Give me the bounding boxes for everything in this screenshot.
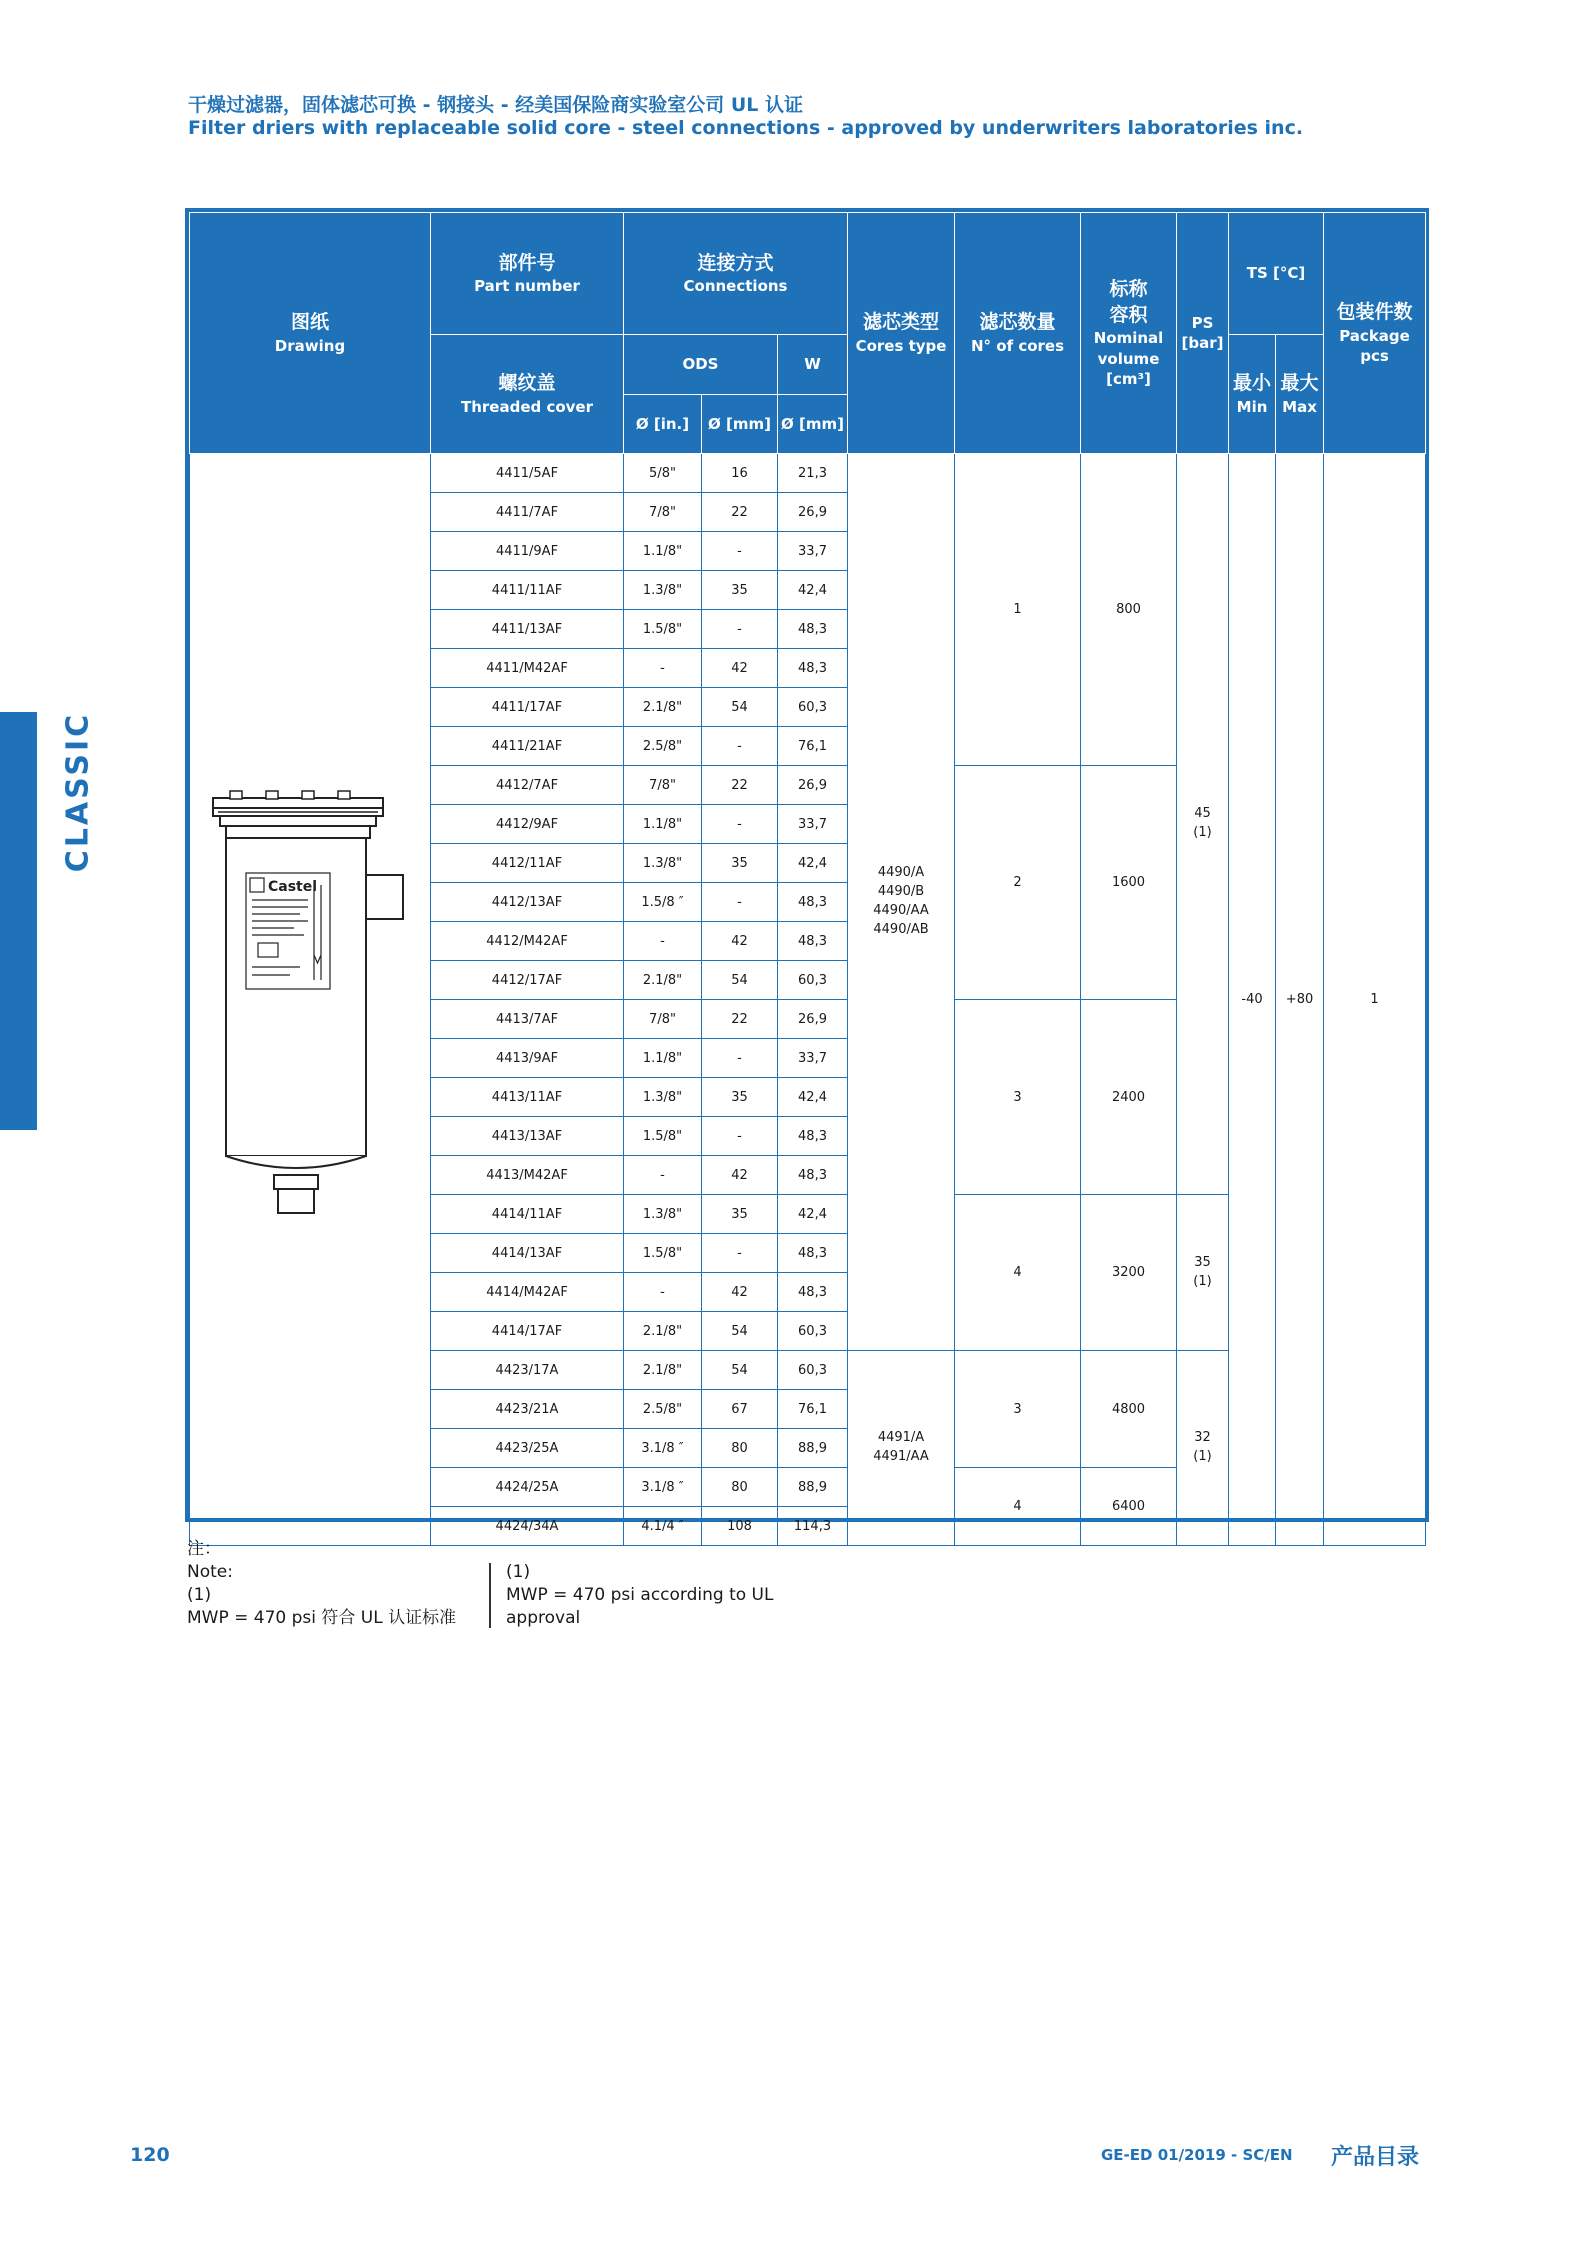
cell-part-number: 4413/7AF: [431, 1000, 624, 1039]
cell-ods-in: 1.5/8": [624, 1234, 702, 1273]
header-ods: ODS: [624, 335, 778, 395]
cell-ods-in: -: [624, 1156, 702, 1195]
cell-ods-mm: 22: [702, 766, 778, 805]
cell-ods-mm: 80: [702, 1468, 778, 1507]
cell-ods-in: 7/8": [624, 766, 702, 805]
cell-w-mm: 88,9: [778, 1429, 848, 1468]
cell-ods-in: 1.3/8": [624, 1195, 702, 1234]
note-label-en: Note:: [187, 1562, 233, 1582]
cell-w-mm: 42,4: [778, 1195, 848, 1234]
cell-part-number: 4411/5AF: [431, 454, 624, 493]
cell-part-number: 4412/7AF: [431, 766, 624, 805]
cell-package: 1: [1324, 454, 1426, 1546]
header-ts: TS [°C]: [1229, 213, 1324, 335]
cell-w-mm: 42,4: [778, 1078, 848, 1117]
cell-w-mm: 33,7: [778, 532, 848, 571]
cell-w-mm: 60,3: [778, 961, 848, 1000]
cell-cores-type-a: [848, 454, 955, 1351]
cell-ods-mm: -: [702, 1234, 778, 1273]
cell-ods-mm: 54: [702, 1312, 778, 1351]
cell-part-number: 4411/7AF: [431, 493, 624, 532]
cell-part-number: 4424/34A: [431, 1507, 624, 1546]
cell-ts-max: +80: [1276, 454, 1324, 1546]
cell-w-mm: 60,3: [778, 1351, 848, 1390]
cell-w-mm: 48,3: [778, 1117, 848, 1156]
side-tab: [0, 712, 37, 1130]
cell-ps-line: 45: [1194, 806, 1211, 822]
cell-n-cores: 2: [955, 766, 1081, 1000]
cell-ods-mm: -: [702, 727, 778, 766]
cell-w-mm: 42,4: [778, 844, 848, 883]
cell-cores-type-b-line: 4491/AA: [873, 1449, 929, 1464]
cell-ods-mm: 108: [702, 1507, 778, 1546]
cell-ods-mm: 67: [702, 1390, 778, 1429]
cell-ods-mm: 54: [702, 961, 778, 1000]
header-part-number: 部件号 Part number: [431, 213, 624, 335]
cell-w-mm: 76,1: [778, 1390, 848, 1429]
cell-ods-mm: 42: [702, 649, 778, 688]
cell-ods-in: 1.3/8": [624, 844, 702, 883]
cell-part-number: 4411/11AF: [431, 571, 624, 610]
cell-cores-type-a-line: 4490/B: [877, 884, 925, 900]
header-unit-mm: Ø [mm]: [702, 395, 778, 454]
cell-ods-mm: 42: [702, 1273, 778, 1312]
cell-ods-in: -: [624, 922, 702, 961]
cell-ods-mm: 35: [702, 571, 778, 610]
cell-part-number: 4413/13AF: [431, 1117, 624, 1156]
cell-ps-line: 35: [1194, 1254, 1211, 1270]
note-divider: [489, 1563, 491, 1628]
cell-ps-line: (1): [1193, 1273, 1212, 1289]
table-row: [190, 454, 1426, 493]
cell-w-mm: 33,7: [778, 805, 848, 844]
cell-ods-in: -: [624, 1273, 702, 1312]
note-block: [187, 1538, 456, 1630]
spec-table-frame: [185, 208, 1429, 1534]
cell-cores-type-a-line: 4490/AA: [873, 903, 929, 918]
cell-part-number: 4413/9AF: [431, 1039, 624, 1078]
header-min: 最小 Min: [1229, 335, 1276, 454]
note-text-en-1: MWP = 470 psi according to UL: [506, 1585, 774, 1605]
cell-ods-in: 4.1/4 ″: [624, 1507, 702, 1546]
cell-volume: 1600: [1081, 766, 1177, 1000]
cell-n-cores: 3: [955, 1000, 1081, 1195]
cell-ods-mm: 22: [702, 493, 778, 532]
cell-ods-mm: 54: [702, 1351, 778, 1390]
note-ref-en: (1): [506, 1562, 531, 1582]
cell-part-number: 4424/25A: [431, 1468, 624, 1507]
cell-volume: 3200: [1081, 1195, 1177, 1351]
cell-part-number: 4412/M42AF: [431, 922, 624, 961]
cell-ods-in: 2.1/8": [624, 1351, 702, 1390]
cell-ods-mm: 22: [702, 1000, 778, 1039]
cell-w-mm: 76,1: [778, 727, 848, 766]
cell-w-mm: 60,3: [778, 688, 848, 727]
cell-ods-mm: -: [702, 610, 778, 649]
cell-ps: [1177, 1351, 1229, 1546]
cell-w-mm: 48,3: [778, 1273, 848, 1312]
cell-w-mm: 26,9: [778, 766, 848, 805]
cell-part-number: 4411/21AF: [431, 727, 624, 766]
header-drawing: 图纸 Drawing: [190, 213, 431, 454]
header-connections: 连接方式 Connections: [624, 213, 848, 335]
cell-n-cores: 3: [955, 1351, 1081, 1468]
cell-part-number: 4414/11AF: [431, 1195, 624, 1234]
cell-part-number: 4411/M42AF: [431, 649, 624, 688]
cell-w-mm: 48,3: [778, 922, 848, 961]
cell-n-cores: 1: [955, 454, 1081, 766]
catalog-label: 产品目录: [1331, 2145, 1420, 2170]
spec-table: [189, 212, 1426, 1546]
cell-ods-mm: -: [702, 532, 778, 571]
cell-ods-in: 2.1/8": [624, 961, 702, 1000]
cell-part-number: 4414/13AF: [431, 1234, 624, 1273]
note-label-zh: 注：: [187, 1539, 221, 1559]
cell-part-number: 4412/11AF: [431, 844, 624, 883]
cell-ods-mm: -: [702, 1039, 778, 1078]
cell-part-number: 4423/17A: [431, 1351, 624, 1390]
cell-ods-in: 1.5/8": [624, 1117, 702, 1156]
filter-drier-drawing: [190, 475, 431, 1525]
cell-ods-in: 3.1/8 ″: [624, 1468, 702, 1507]
cell-ods-in: 3.1/8 ″: [624, 1429, 702, 1468]
cell-part-number: 4411/17AF: [431, 688, 624, 727]
header-threaded-cover: 螺纹盖 Threaded cover: [431, 335, 624, 454]
header-package: 包装件数 Package pcs: [1324, 213, 1426, 454]
cell-part-number: 4414/17AF: [431, 1312, 624, 1351]
cell-ods-mm: 54: [702, 688, 778, 727]
note-ref: (1): [187, 1585, 212, 1605]
cell-ods-in: -: [624, 649, 702, 688]
cell-cores-type-b-line: 4491/A: [877, 1430, 925, 1446]
cell-ps-line: (1): [1193, 1449, 1212, 1464]
cell-ods-in: 5/8": [624, 454, 702, 493]
cell-w-mm: 48,3: [778, 1234, 848, 1273]
cell-ps-line: (1): [1193, 825, 1212, 840]
cell-part-number: 4414/M42AF: [431, 1273, 624, 1312]
cell-ods-mm: 35: [702, 1195, 778, 1234]
cell-part-number: 4413/M42AF: [431, 1156, 624, 1195]
cell-cores-type-a-line: 4490/AB: [873, 921, 929, 937]
cell-w-mm: 42,4: [778, 571, 848, 610]
cell-ods-mm: 35: [702, 1078, 778, 1117]
cell-ods-mm: -: [702, 883, 778, 922]
cell-ods-in: 1.1/8": [624, 1039, 702, 1078]
drawing-cell: [190, 454, 431, 1546]
cell-n-cores: 4: [955, 1195, 1081, 1351]
cell-ods-mm: 42: [702, 1156, 778, 1195]
cell-w-mm: 114,3: [778, 1507, 848, 1546]
cell-ods-mm: -: [702, 1117, 778, 1156]
header-volume: 标称 容积 Nominal volume [cm³]: [1081, 213, 1177, 454]
cell-ods-in: 1.5/8 ″: [624, 883, 702, 922]
cell-w-mm: 48,3: [778, 1156, 848, 1195]
header-unit-w-mm: Ø [mm]: [778, 395, 848, 454]
note-text-zh: MWP = 470 psi 符合 UL 认证标准: [187, 1608, 457, 1628]
note-block-en: [506, 1561, 773, 1630]
cell-part-number: 4411/9AF: [431, 532, 624, 571]
cell-volume: 800: [1081, 454, 1177, 766]
cell-part-number: 4423/25A: [431, 1429, 624, 1468]
cell-w-mm: 33,7: [778, 1039, 848, 1078]
document-code: GE-ED 01/2019 - SC/EN: [1101, 2146, 1293, 2164]
cell-ods-mm: 35: [702, 844, 778, 883]
cell-part-number: 4412/13AF: [431, 883, 624, 922]
cell-w-mm: 48,3: [778, 649, 848, 688]
cell-ps: [1177, 1195, 1229, 1351]
cell-part-number: 4411/13AF: [431, 610, 624, 649]
cell-w-mm: 26,9: [778, 1000, 848, 1039]
header-ps: PS [bar]: [1177, 213, 1229, 454]
cell-cores-type-b: [848, 1351, 955, 1546]
cell-part-number: 4412/17AF: [431, 961, 624, 1000]
cell-part-number: 4423/21A: [431, 1390, 624, 1429]
side-label-text: CLASSIC: [60, 711, 96, 873]
header-unit-in: Ø [in.]: [624, 395, 702, 454]
cell-w-mm: 60,3: [778, 1312, 848, 1351]
cell-ps: [1177, 454, 1229, 1195]
side-label: [40, 712, 125, 872]
cell-ods-mm: 16: [702, 454, 778, 493]
cell-ods-mm: 42: [702, 922, 778, 961]
cell-part-number: 4412/9AF: [431, 805, 624, 844]
cell-ods-in: 2.1/8": [624, 688, 702, 727]
cell-ods-in: 1.3/8": [624, 1078, 702, 1117]
title-english: Filter driers with replaceable solid core - steel connections - approved by underwriters laboratories inc.: [188, 117, 1304, 139]
cell-w-mm: 21,3: [778, 454, 848, 493]
cell-ods-in: 1.3/8": [624, 571, 702, 610]
cell-volume: 2400: [1081, 1000, 1177, 1195]
cell-cores-type-a-line: 4490/A: [877, 865, 925, 881]
cell-w-mm: 88,9: [778, 1468, 848, 1507]
cell-ods-in: 1.5/8": [624, 610, 702, 649]
cell-ods-mm: 80: [702, 1429, 778, 1468]
cell-volume: 4800: [1081, 1351, 1177, 1468]
cell-w-mm: 48,3: [778, 610, 848, 649]
page-number: 120: [130, 2144, 170, 2166]
header-max: 最大 Max: [1276, 335, 1324, 454]
cell-w-mm: 26,9: [778, 493, 848, 532]
cell-ods-in: 7/8": [624, 493, 702, 532]
cell-ods-in: 2.5/8": [624, 1390, 702, 1429]
header-w: W: [778, 335, 848, 395]
cell-n-cores: 4: [955, 1468, 1081, 1546]
cell-ods-mm: -: [702, 805, 778, 844]
cell-ps-line: 32: [1194, 1430, 1211, 1446]
cell-ods-in: 7/8": [624, 1000, 702, 1039]
note-text-en-2: approval: [506, 1608, 581, 1628]
cell-ods-in: 1.1/8": [624, 805, 702, 844]
cell-volume: 6400: [1081, 1468, 1177, 1546]
spec-table-body: [190, 454, 1426, 1546]
title-chinese: 干燥过滤器，固体滤芯可换 - 钢接头 - 经美国保险商实验室公司 UL 认证: [188, 94, 803, 116]
cell-ods-in: 1.1/8": [624, 532, 702, 571]
cell-part-number: 4413/11AF: [431, 1078, 624, 1117]
header-cores-type: 滤芯类型 Cores type: [848, 213, 955, 454]
drawing-brand-text: Castel: [268, 878, 318, 895]
cell-ts-min: -40: [1229, 454, 1276, 1546]
cell-ods-in: 2.1/8": [624, 1312, 702, 1351]
header-n-cores: 滤芯数量 N° of cores: [955, 213, 1081, 454]
cell-ods-in: 2.5/8": [624, 727, 702, 766]
cell-w-mm: 48,3: [778, 883, 848, 922]
